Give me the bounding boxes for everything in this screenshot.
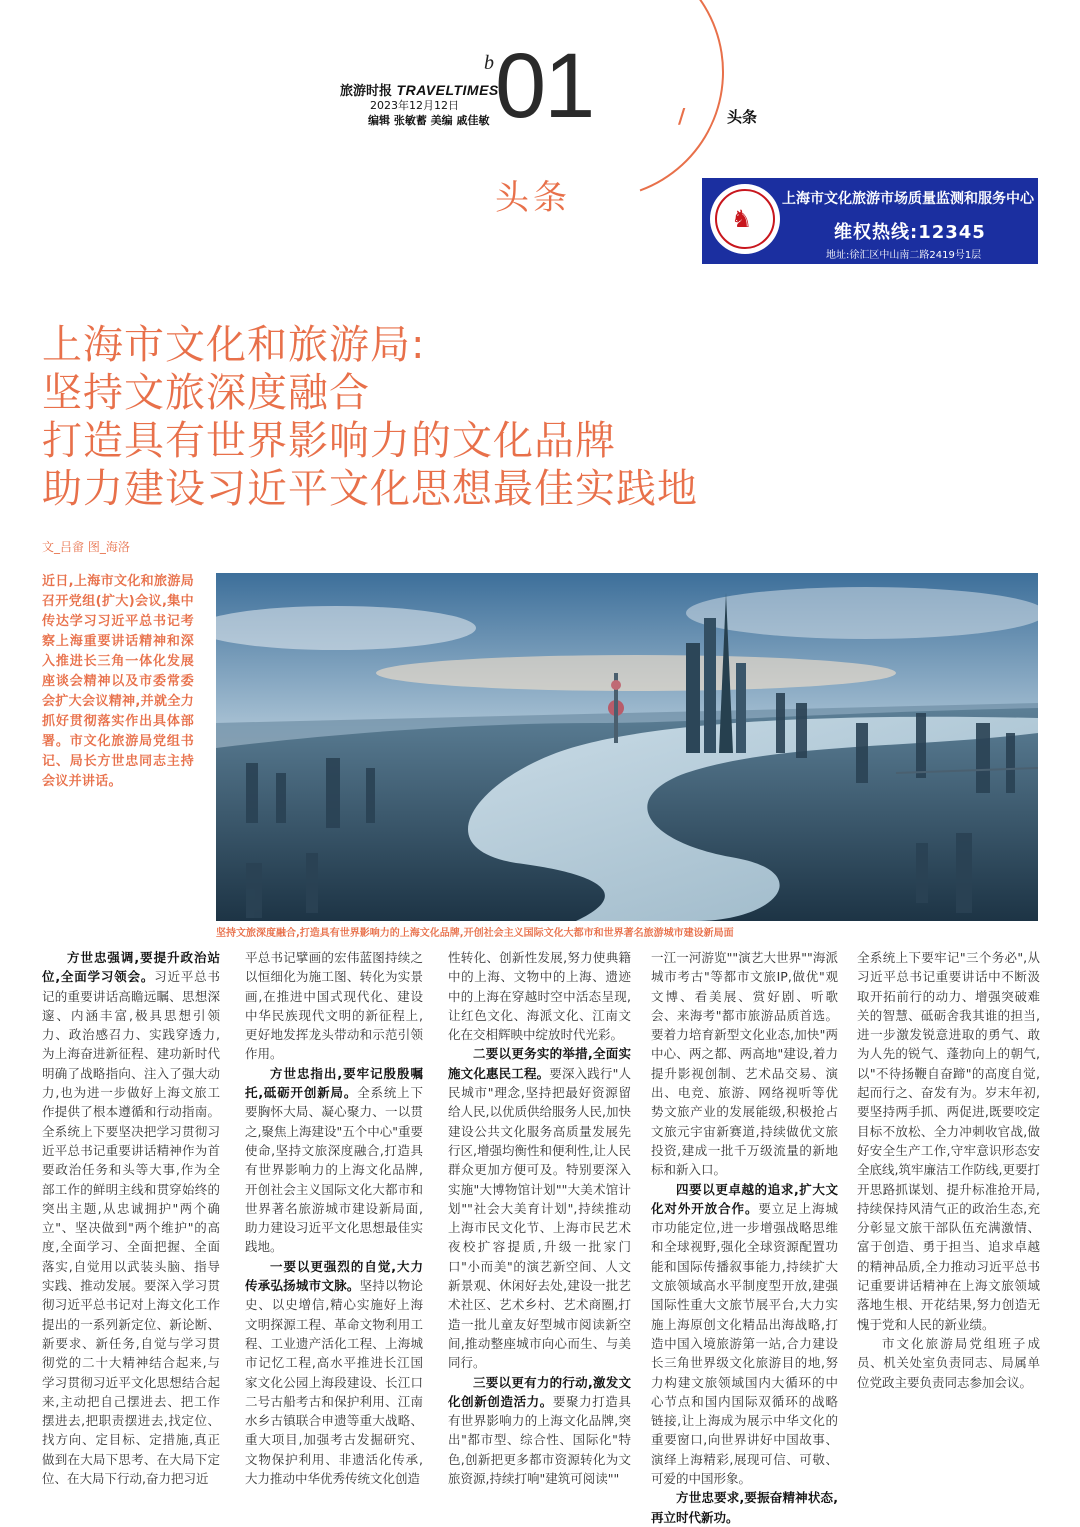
paragraph-text: 要聚力打造具有世界影响力的上海文化品牌,突出"都市型、综合性、国际化"特色,创新把更多都市资源转化为文旅资源,持续打响"建筑可阅读"" bbox=[448, 1393, 631, 1487]
ad-logo bbox=[710, 184, 780, 254]
body-paragraph bbox=[857, 948, 1040, 1334]
body-paragraph bbox=[448, 1373, 631, 1489]
paragraph-text: 平总书记擘画的宏伟蓝图持续之以恒细化为施工图、转化为实景画,在推进中国式现代化、建设中华民族现代文明的新征程上,更好地发挥龙头带动和示范引领作用。 bbox=[245, 950, 423, 1062]
body-paragraph bbox=[651, 1180, 838, 1489]
section-label: 头条 bbox=[727, 108, 758, 126]
paragraph-lede: 方世忠要求,要振奋精神状态,再立时代新功。 bbox=[651, 1490, 838, 1525]
body-paragraph bbox=[651, 948, 838, 1180]
hotline-ad bbox=[702, 178, 1038, 264]
body-paragraph bbox=[42, 948, 220, 1488]
slash-mark: / bbox=[678, 104, 686, 128]
body-paragraph bbox=[245, 1257, 423, 1489]
paragraph-text: 习近平总书记的重要讲话高瞻远瞩、思想深邃、内涵丰富,极具思想引领力、政治感召力、实践穿透力,为上海奋进新征程、建功新时代明确了战略指向、注入了强大动力,也为进一步做好上海文旅工作提供了根本遵循和行动指南。全系统上下要坚决把学习贯彻习近平总书记重要讲话精神作为首要政治任务和头等大事,作为全部工作的鲜明主线和贯穿始终的突出主题,从忠诚拥护"两个确立"、坚决做到"两个维护"的高度,全面学习、全面把握、全面落实,自觉用以武装头脑、指导实践、推动发展。要深入学习贯彻习近平总书记对上海文化工作提出的一系列新定位、新论断、新要求、新任务,自觉与学习贯彻党的二十大精神结合起来,与学习贯彻习近平文化思想结合起来,主动把自己摆进去、把工作摆进去,把职责摆进去,找定位、找方向、定目标、定措施,真正做到在大局下思考、在大局下定位、在大局下行动,奋力把习近 bbox=[42, 969, 220, 1487]
page-section-letter: b bbox=[484, 52, 494, 74]
paragraph-lede: 四要以更卓越的追求,扩大文化对外开放合作。 bbox=[651, 1181, 838, 1216]
ad-hotline: 维权热线:12345 bbox=[834, 222, 986, 243]
headline-line-3: 打造具有世界影响力的文化品牌 bbox=[42, 418, 616, 464]
editor-credits: 编辑 张敏蓄 美编 戚佳敏 bbox=[368, 114, 490, 127]
paragraph-text: 性转化、创新性发展,努力使典籍中的上海、文物中的上海、遗迹中的上海在穿越时空中活态呈现,让红色文化、海派文化、江南文化在交相辉映中绽放时代光彩。 bbox=[448, 950, 631, 1043]
paragraph-lede: 二要以更务实的举措,全面实施文化惠民工程。 bbox=[448, 1046, 631, 1081]
page-number: 01 bbox=[495, 35, 594, 137]
body-paragraph bbox=[245, 1064, 423, 1257]
paragraph-lede: 方世忠指出,要牢记殷殷嘱托,砥砺开创新局。 bbox=[245, 1065, 423, 1101]
paragraph-lede: 一要以更强烈的自觉,大力传承弘扬城市文脉。 bbox=[245, 1258, 423, 1294]
byline: 文_吕畲 图_海洛 bbox=[42, 540, 130, 554]
ad-title: 上海市文化旅游市场质量监测和服务中心 bbox=[782, 191, 1034, 207]
body-column-3 bbox=[448, 948, 631, 1488]
body-paragraph bbox=[857, 1334, 1040, 1392]
paragraph-text: 一江一河游览""演艺大世界""海派城市考古"等都市文旅IP,做优"观文博、看美展、赏好剧、听歌会、来海考"都市旅游品质首选。要着力培育新型文化业态,加快"两中心、两之都、两高地"建设,着力提升影视创制、艺术品交易、演出、电竞、旅游、网络视听等优势文旅产业的发展能级,积极抢占文旅元宇宙新赛道,持续做优文旅投资,建成一批千万级流量的新地标和新入口。 bbox=[651, 950, 838, 1178]
paragraph-text: 全系统上下要胸怀大局、凝心聚力、一以贯之,聚焦上海建设"五个中心"重要使命,坚持文旅深度融合,打造具有世界影响力的上海文化品牌,开创社会主义国际文化大都市和世界著名旅游城市建设新局面,助力建设习近平文化思想最佳实践地。 bbox=[245, 1085, 423, 1255]
paragraph-text: 坚持以物论史、以史增信,精心实施好上海文明探源工程、革命文物利用工程、工业遗产活化工程、上海城市记忆工程,高水平推进长江国家文化公园上海段建设、长江口二号古船考古和保护利用、江南水乡古镇联合申遗等重大战略、重大项目,加强考古发掘研究、文物保护利用、非遗活化传承,大力推动中华优秀传统文化创造 bbox=[245, 1278, 423, 1487]
paragraph-text: 市文化旅游局党组班子成员、机关处室负责同志、局属单位党政主要负责同志参加会议。 bbox=[857, 1335, 1040, 1390]
headline-line-1: 上海市文化和旅游局: bbox=[42, 322, 426, 368]
paper-name: 旅游时报 TRAVELTIMES bbox=[340, 82, 499, 99]
body-column-2 bbox=[245, 948, 423, 1488]
horse-icon: ♞ bbox=[731, 205, 753, 233]
body-column-4 bbox=[651, 948, 838, 1527]
body-paragraph bbox=[448, 1044, 631, 1372]
issue-date: 2023年12月12日 bbox=[370, 99, 459, 112]
paragraph-text: 要立足上海城市功能定位,进一步增强战略思维和全球视野,强化全球资源配置功能和国际传播叙事能力,持续扩大文旅领域高水平制度型开放,建强国际性重大文旅节展平台,大力实施上海原创文化精品出海战略,打造中国入境旅游第一站,合力建设长三角世界级文化旅游目的地,努力构建文旅领域国内大循环的中心节点和国内国际双循环的战略链接,让上海成为展示中华文化的重要窗口,向世界讲好中国故事、演绎上海精彩,展现可信、可敬、可爱的中国形象。 bbox=[651, 1200, 838, 1487]
lead-paragraph: 近日,上海市文化和旅游局召开党组(扩大)会议,集中传达学习习近平总书记考察上海重要讲话精神和深入推进长三角一体化发展座谈会精神以及市委常委会扩大会议精神,并就全力抓好贯彻落实作出具体部署。市文化旅游局党组书记、局长方世忠同志主持会议并讲话。 bbox=[42, 574, 194, 789]
body-paragraph bbox=[245, 948, 423, 1064]
paragraph-lede: 方世忠强调,要提升政治站位,全面学习领会。 bbox=[42, 950, 220, 985]
photo-caption: 坚持文旅深度融合,打造具有世界影响力的上海文化品牌,开创社会主义国际文化大都市和世界著名旅游城市建设新局面 bbox=[216, 928, 734, 939]
body-paragraph bbox=[448, 948, 631, 1044]
body-column-1 bbox=[42, 948, 220, 1488]
headline-line-4: 助力建设习近平文化思想最佳实践地 bbox=[42, 466, 698, 512]
headline-line-2: 坚持文旅深度融合 bbox=[42, 370, 370, 416]
body-paragraph bbox=[651, 1488, 838, 1527]
paragraph-text: 要深入践行"人民城市"理念,坚持把最好资源留给人民,以优质供给服务人民,加快建设公共文化服务高质量发展先行区,增强均衡性和便利性,让人民群众更加方便可及。特别要深入实施"大博物馆计划""大美术馆计划""社会大美育计划",持续推动上海市民文化节、上海市民艺术夜校扩容提质,升级一批家门口"小而美"的演艺新空间、人文新景观、休闲好去处,建设一批艺术社区、艺术乡村、艺术商圈,打造一批儿童友好型城市阅读新空间,推动整座城市向心而生、与美同行。 bbox=[448, 1065, 631, 1371]
ad-address: 地址:徐汇区中山南二路2419号1层 bbox=[826, 250, 982, 261]
paragraph-lede: 三要以更有力的行动,激发文化创新创造活力。 bbox=[448, 1374, 631, 1409]
body-column-5 bbox=[857, 948, 1040, 1392]
section-title-large: 头条 bbox=[495, 178, 571, 218]
paragraph-text: 全系统上下要牢记"三个务必",从习近平总书记重要讲话中不断汲取开拓前行的动力、增强突破难关的智慧、砥砺舍我其谁的担当,进一步激发锐意进取的勇气、敢为人先的锐气、蓬勃向上的朝气,以"不待扬鞭自奋蹄"的高度自觉,起而行之、奋发有为。岁末年初,要坚持两手抓、两促进,既要咬定目标不放松、全力冲刺收官战,做好安全生产工作,守牢意识形态安全底线,筑牢廉洁工作防线,更要打开思路抓谋划、提升标准抢开局,持续保持风清气正的政治生态,充分彰显文旅干部队伍充满激情、富于创造、勇于担当、追求卓越的精神品质,全力推动习近平总书记重要讲话精神在上海文旅领域落地生根、开花结果,努力创造无愧于党和人民的新业绩。 bbox=[857, 950, 1040, 1332]
shanghai-skyline-photo bbox=[216, 573, 1038, 921]
